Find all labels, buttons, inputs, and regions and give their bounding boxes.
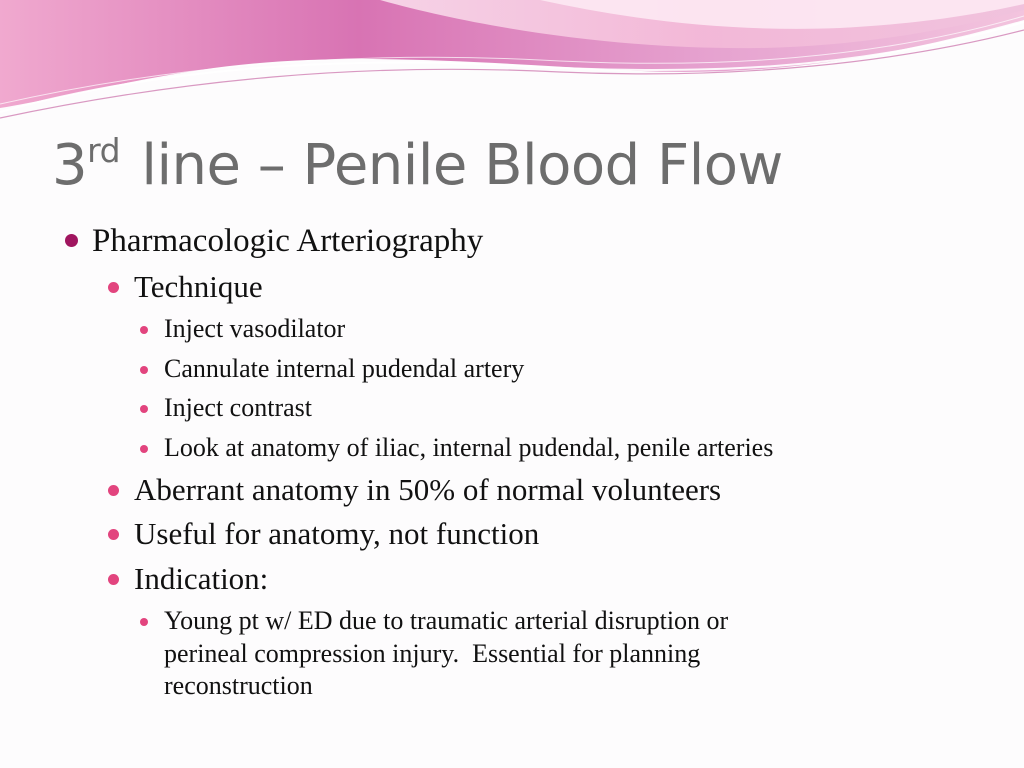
title-superscript: rd bbox=[87, 131, 121, 170]
title-number: 3 bbox=[52, 133, 88, 198]
bullet-level3-icon bbox=[140, 326, 148, 334]
bullet-look-at-anatomy: Look at anatomy of iliac, internal pudendal, penile arteries bbox=[164, 433, 774, 462]
bullet-level3-icon bbox=[140, 618, 148, 626]
bullet-inject-vasodilator: Inject vasodilator bbox=[164, 314, 346, 343]
bullet-indication: Indication: bbox=[134, 561, 269, 596]
bullet-level3-icon bbox=[140, 366, 148, 374]
bullet-pharmacologic-arteriography: Pharmacologic Arteriography bbox=[92, 223, 484, 259]
bullet-level2-icon bbox=[108, 282, 119, 293]
bullet-cannulate: Cannulate internal pudendal artery bbox=[164, 354, 525, 383]
bullet-level3-icon bbox=[140, 445, 148, 453]
bullet-aberrant-anatomy: Aberrant anatomy in 50% of normal volunteers bbox=[134, 472, 722, 507]
bullet-inject-contrast: Inject contrast bbox=[164, 393, 312, 422]
bullet-level1-icon bbox=[65, 234, 78, 247]
bullet-technique: Technique bbox=[134, 269, 263, 304]
bullet-useful-for-anatomy: Useful for anatomy, not function bbox=[134, 516, 540, 551]
title-text: line – Penile Blood Flow bbox=[124, 133, 783, 198]
bullet-level3-icon bbox=[140, 405, 148, 413]
bullet-indication-text-line1: Young pt w/ ED due to traumatic arterial disruption or bbox=[164, 606, 729, 635]
bullet-level2-icon bbox=[108, 529, 119, 540]
bullet-level2-icon bbox=[108, 485, 119, 496]
bullet-level2-icon bbox=[108, 574, 119, 585]
bullet-indication-text-line2: perineal compression injury. Essential for planning bbox=[164, 639, 701, 668]
bullet-indication-text-line3: reconstruction bbox=[164, 671, 313, 700]
